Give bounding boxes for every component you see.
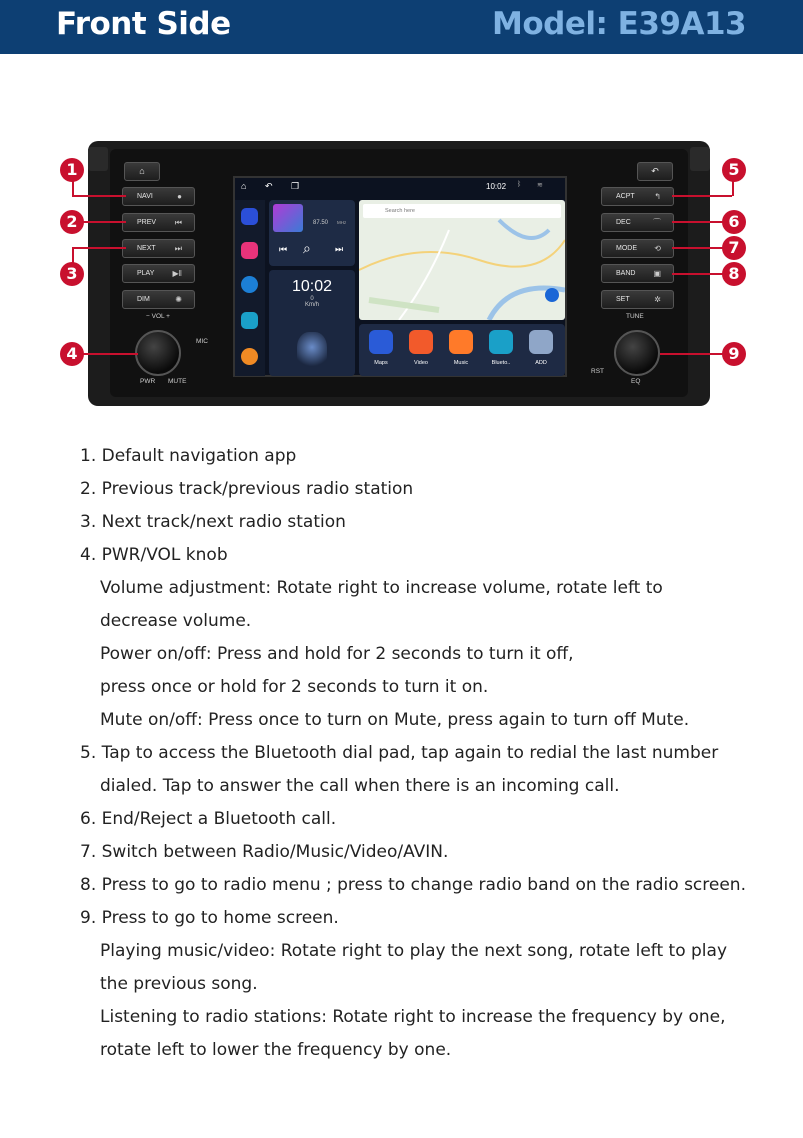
touch-screen[interactable]	[233, 176, 567, 377]
set-label: SET	[616, 296, 630, 303]
band-button[interactable]	[601, 264, 674, 283]
set-button[interactable]	[601, 290, 674, 309]
status-time: 10:02	[486, 182, 507, 191]
mode-icon: ⟲	[654, 244, 661, 253]
dock-label-video: Video	[414, 360, 428, 366]
dock-label-music: Music	[453, 360, 469, 366]
side-app-column	[235, 200, 265, 376]
radio-frequency: 87.50	[313, 220, 329, 226]
callout-line-4	[82, 353, 138, 355]
tune-label: TUNE	[626, 313, 644, 320]
mic-label: MIC	[196, 338, 208, 345]
back-icon[interactable]: ↶	[265, 181, 273, 191]
maps-icon[interactable]	[369, 330, 393, 354]
instruction-line: dialed. Tap to answer the call when there is an incoming call.	[100, 776, 620, 796]
prev-button[interactable]	[122, 213, 195, 232]
callout-9: 9	[722, 342, 746, 366]
page-title: Front Side	[56, 6, 231, 42]
home-icon[interactable]: ⌂	[241, 181, 247, 191]
radio-icon: ▣	[653, 269, 661, 278]
navi-label: NAVI	[137, 193, 153, 200]
home-button[interactable]	[124, 162, 160, 181]
callout-3: 3	[60, 262, 84, 286]
mount-ear-right	[690, 147, 710, 171]
car-image	[297, 332, 327, 370]
callout-line-2	[82, 221, 126, 223]
navi-button[interactable]	[122, 187, 195, 206]
tune-eq-knob[interactable]	[614, 330, 660, 376]
speed-widget	[269, 270, 355, 376]
phone-answer-icon: ↰	[654, 192, 661, 201]
instruction-line: 8. Press to go to radio menu ; press to change radio band on the radio screen.	[80, 875, 746, 895]
radio-unit: MHz	[337, 220, 347, 225]
back-button[interactable]	[637, 162, 673, 181]
prev-label: PREV	[137, 219, 157, 226]
next-label: NEXT	[137, 245, 156, 252]
instruction-line: press once or hold for 2 seconds to turn it on.	[100, 677, 489, 697]
callout-line-3h	[72, 247, 126, 249]
skip-forward-icon[interactable]: ⏭	[335, 244, 344, 254]
callout-5: 5	[722, 158, 746, 182]
instruction-line: 7. Switch between Radio/Music/Video/AVIN.	[80, 842, 449, 862]
home-icon: ⌂	[139, 166, 145, 176]
eq-label: EQ	[631, 378, 641, 385]
callout-8: 8	[722, 262, 746, 286]
map-widget[interactable]	[359, 200, 565, 320]
video-icon[interactable]	[409, 330, 433, 354]
acpt-label: ACPT	[616, 193, 635, 200]
search-icon[interactable]: ⌕	[303, 240, 311, 256]
instruction-line: Mute on/off: Press once to turn on Mute, press again to turn off Mute.	[100, 710, 690, 730]
instruction-line: 6. End/Reject a Bluetooth call.	[80, 809, 337, 829]
model-label: Model: E39A13	[492, 6, 747, 42]
dim-button[interactable]	[122, 290, 195, 309]
callout-6: 6	[722, 210, 746, 234]
speed-unit: Km/h	[304, 302, 319, 308]
map-roads	[359, 200, 565, 320]
instruction-line: 5. Tap to access the Bluetooth dial pad, tap again to redial the last number	[80, 743, 719, 763]
acpt-button[interactable]	[601, 187, 674, 206]
wifi-icon: ≋	[537, 182, 543, 189]
instruction-line: Listening to radio stations: Rotate right to increase the frequency by one,	[100, 1007, 726, 1027]
callout-1: 1	[60, 158, 84, 182]
instruction-line: Volume adjustment: Rotate right to increase volume, rotate left to	[100, 578, 663, 598]
play-label: PLAY	[137, 270, 155, 277]
skip-forward-icon: ⏭	[174, 244, 182, 253]
dock-label-add: ADD	[535, 360, 547, 366]
bluetooth-status-icon: ᛒ	[517, 181, 522, 188]
callout-line-5h	[672, 195, 732, 197]
brightness-icon: ✺	[175, 295, 182, 304]
instruction-line: decrease volume.	[100, 611, 252, 631]
map-search-input[interactable]: Search here	[363, 204, 561, 218]
callout-2: 2	[60, 210, 84, 234]
instruction-line: 1. Default navigation app	[80, 446, 297, 466]
instruction-line: 4. PWR/VOL knob	[80, 545, 228, 565]
instruction-line: 9. Press to go to home screen.	[80, 908, 339, 928]
mode-button[interactable]	[601, 239, 674, 258]
dec-label: DEC	[616, 219, 631, 226]
mode-label: MODE	[616, 245, 637, 252]
mount-ear-left	[88, 147, 108, 171]
play-button[interactable]	[122, 264, 195, 283]
gear-icon: ✲	[654, 295, 661, 304]
band-label: BAND	[616, 270, 636, 277]
maps-app-icon[interactable]	[241, 208, 258, 225]
bluetooth-app-icon[interactable]	[241, 312, 258, 329]
dock-label-maps: Maps	[374, 360, 388, 366]
callout-line-1h	[72, 195, 126, 197]
mute-label: MUTE	[168, 378, 187, 385]
vol-label: − VOL +	[146, 313, 170, 320]
bluetooth-icon[interactable]	[489, 330, 513, 354]
rst-label: RST	[591, 368, 604, 375]
callout-4: 4	[60, 342, 84, 366]
callout-line-9	[660, 353, 724, 355]
music-icon[interactable]	[449, 330, 473, 354]
location-pin-icon: ●	[177, 192, 182, 201]
video-app-icon[interactable]	[241, 242, 258, 259]
instruction-list	[80, 444, 760, 1071]
dim-label: DIM	[137, 296, 150, 303]
dec-button[interactable]	[601, 213, 674, 232]
clock: 10:02	[291, 278, 333, 295]
dock-label-bluetooth: Blueto..	[491, 360, 511, 366]
instruction-line: 2. Previous track/previous radio station	[80, 479, 414, 499]
callout-line-7	[672, 247, 724, 249]
instruction-line: the previous song.	[100, 974, 258, 994]
navigate-icon[interactable]	[545, 288, 559, 302]
album-art	[273, 204, 303, 232]
callout-7: 7	[722, 236, 746, 260]
add-icon[interactable]	[529, 330, 553, 354]
radio-widget[interactable]	[269, 200, 355, 266]
instruction-line: rotate left to lower the frequency by one.	[100, 1040, 452, 1060]
assistant-app-icon[interactable]	[241, 276, 258, 293]
instruction-line: 3. Next track/next radio station	[80, 512, 346, 532]
instruction-line: Power on/off: Press and hold for 2 seconds to turn it off,	[100, 644, 574, 664]
callout-line-8	[672, 273, 724, 275]
app-dock	[359, 324, 565, 376]
instruction-line: Playing music/video: Rotate right to play the next song, rotate left to play	[100, 941, 727, 961]
settings-app-icon[interactable]	[241, 348, 258, 365]
phone-hangup-icon: ⌒	[653, 218, 661, 227]
back-icon: ↶	[651, 166, 659, 176]
skip-back-icon: ⏮	[174, 218, 182, 227]
page-header	[0, 0, 803, 54]
recent-apps-icon[interactable]: ❐	[291, 181, 300, 191]
pwr-vol-knob[interactable]	[135, 330, 181, 376]
pwr-label: PWR	[140, 378, 156, 385]
play-pause-icon: ▶‖	[172, 269, 182, 278]
next-button[interactable]	[122, 239, 195, 258]
skip-back-icon[interactable]: ⏮	[279, 244, 288, 254]
callout-line-6	[672, 221, 724, 223]
speed-value: 0	[310, 296, 314, 302]
